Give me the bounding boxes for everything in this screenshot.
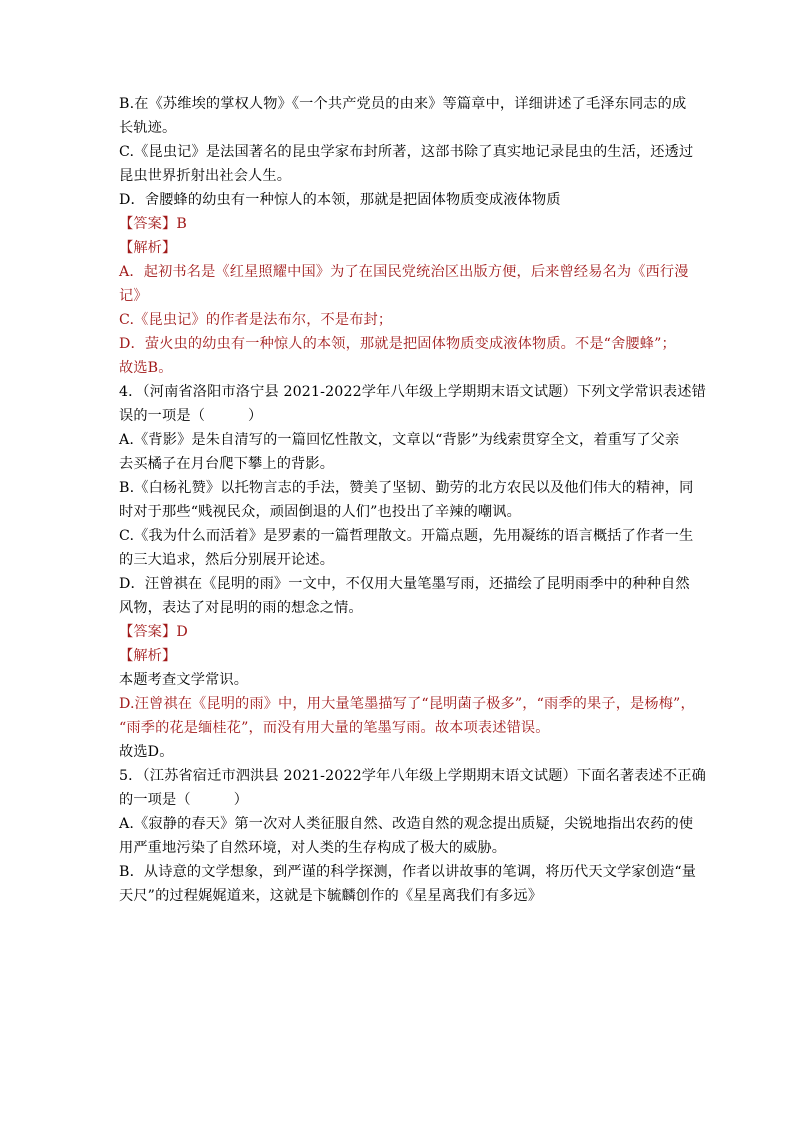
question-text-line: 故选D。 bbox=[119, 744, 174, 760]
question-text-line: 长轨迹。 bbox=[119, 120, 177, 136]
question-text-line: 本题考查文学常识。 bbox=[119, 672, 249, 688]
question-text-line: 误的一项是（ ） bbox=[119, 408, 263, 424]
question-text-line: C.《昆虫记》是法国著名的昆虫学家布封所著，这部书除了真实地记录昆虫的生活，还透过 bbox=[119, 144, 694, 160]
question-text-line: C.《我为什么而活着》是罗素的一篇哲理散文。开篇点题，先用凝练的语言概括了作者一生 bbox=[119, 528, 694, 544]
question-text-line: 的三大追求，然后分别展开论述。 bbox=[119, 552, 335, 568]
answer-analysis-line: D．萤火虫的幼虫有一种惊人的本领，那就是把固体物质变成液体物质。不是“舍腰蜂”； bbox=[119, 336, 676, 352]
question-text-line: 昆虫世界折射出社会人生。 bbox=[119, 168, 292, 184]
answer-analysis-line: 故选B。 bbox=[119, 360, 173, 376]
question-text-line: 风物，表达了对昆明的雨的想念之情。 bbox=[119, 600, 363, 616]
answer-analysis-line: 【答案】D bbox=[119, 624, 188, 640]
answer-analysis-line: 【答案】B bbox=[119, 216, 187, 232]
question-text-line: 去买橘子在月台爬下攀上的背影。 bbox=[119, 456, 335, 472]
answer-analysis-line: 【解析】 bbox=[119, 240, 177, 256]
question-text-line: 时对于那些“贱视民众，顽固倒退的人们”也投出了辛辣的嘲讽。 bbox=[119, 504, 521, 520]
question-text-line: A.《寂静的春天》第一次对人类征服自然、改造自然的观念提出质疑，尖锐地指出农药的使 bbox=[119, 816, 694, 832]
question-text-line: 4．（河南省洛阳市洛宁县 2021-2022学年八年级上学期期末语文试题）下列文学常识表述错 bbox=[119, 384, 706, 400]
question-text-line: B．从诗意的文学想象，到严谨的科学探测，作者以讲故事的笔调，将历代天文学家创造“量 bbox=[119, 864, 697, 880]
question-text-line: B.《白杨礼赞》以托物言志的手法，赞美了坚韧、勤劳的北方农民以及他们伟大的精神，同 bbox=[119, 480, 694, 496]
answer-analysis-line: D.汪曾祺在《昆明的雨》中，用大量笔墨描写了“昆明菌子极多”，“雨季的果子，是杨梅”， bbox=[119, 696, 695, 712]
answer-analysis-line: A．起初书名是《红星照耀中国》为了在国民党统治区出版方便，后来曾经易名为《西行漫 bbox=[119, 264, 689, 280]
answer-analysis-line: 记》 bbox=[119, 288, 148, 304]
question-text-line: 天尺”的过程娓娓道来，这就是卞毓麟创作的《星星离我们有多远》 bbox=[119, 888, 543, 904]
question-text-line: 5．（江苏省宿迁市泗洪县 2021-2022学年八年级上学期期末语文试题）下面名著表述不正确 bbox=[119, 768, 706, 784]
question-text-line: A.《背影》是朱自清写的一篇回忆性散文，文章以“背影”为线索贯穿全文，着重写了父亲 bbox=[119, 432, 680, 448]
document-body bbox=[119, 92, 706, 908]
question-text-line: D．汪曾祺在《昆明的雨》一文中，不仅用大量笔墨写雨，还描绘了昆明雨季中的种种自然 bbox=[119, 576, 690, 592]
question-text-line: 用严重地污染了自然环境，对人类的生存构成了极大的威胁。 bbox=[119, 840, 507, 856]
question-text-line: B.在《苏维埃的掌权人物》《一个共产党员的由来》等篇章中，详细讲述了毛泽东同志的成 bbox=[119, 96, 687, 112]
question-text-line: 的一项是（ ） bbox=[119, 792, 249, 808]
answer-analysis-line: “雨季的花是缅桂花”，而没有用大量的笔墨写雨。故本项表述错误。 bbox=[119, 720, 550, 736]
answer-analysis-line: 【解析】 bbox=[119, 648, 177, 664]
question-text-line: D．舍腰蜂的幼虫有一种惊人的本领，那就是把固体物质变成液体物质 bbox=[119, 192, 561, 208]
answer-analysis-line: C.《昆虫记》的作者是法布尔，不是布封； bbox=[119, 312, 393, 328]
